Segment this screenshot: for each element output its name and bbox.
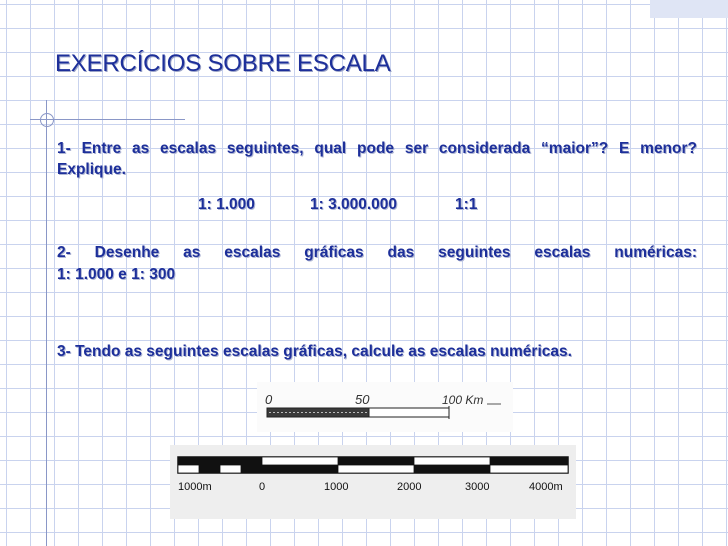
scale-2-label-1000m: 1000m bbox=[178, 481, 212, 493]
decorative-vertical-line bbox=[46, 100, 47, 546]
scale-option-2: 1: 3.000.000 bbox=[310, 196, 398, 213]
question-2-line-2: 1: 1.000 e 1: 300 bbox=[57, 266, 176, 283]
scale-option-1: 1: 1.000 bbox=[198, 196, 255, 213]
scale-2-seg-2-bottom bbox=[338, 465, 414, 473]
question-2-line-1: 2- Desenhe as escalas gráficas das seguintes escalas numéricas: bbox=[57, 244, 697, 261]
scale-2-seg-4-bottom bbox=[490, 465, 568, 473]
corner-decoration bbox=[650, 0, 728, 18]
scale-1-label-50: 50 bbox=[355, 392, 370, 407]
scale-2-seg-3-bottom bbox=[414, 465, 490, 473]
graphic-scale-bar-2 bbox=[170, 445, 576, 519]
question-1-text: 1- Entre as escalas seguintes, qual pode ser considerada “maior”? E menor? Explique. bbox=[57, 140, 697, 178]
scale-2-left-bottom-4 bbox=[241, 465, 262, 473]
graphic-scale-bar-1 bbox=[257, 382, 513, 432]
scale-1-label-0: 0 bbox=[265, 392, 273, 407]
scale-2-seg-1-bottom bbox=[262, 465, 338, 473]
question-3-text: 3- Tendo as seguintes escalas gráficas, calcule as escalas numéricas. bbox=[57, 343, 572, 360]
slide-title: EXERCÍCIOS SOBRE ESCALA bbox=[55, 50, 391, 77]
scale-2-left-bottom-1 bbox=[178, 465, 199, 473]
scale-2-label-2000: 2000 bbox=[397, 481, 422, 493]
scale-2-label-4000m: 4000m bbox=[529, 481, 563, 493]
scale-2-seg-4-top bbox=[490, 457, 568, 465]
scale-2-seg-2-top bbox=[338, 457, 414, 465]
scale-1-label-100: 100 Km bbox=[442, 393, 484, 407]
scale-2-seg-3-top bbox=[414, 457, 490, 465]
scale-2-left-bottom-3 bbox=[220, 465, 241, 473]
scale-2-left-top bbox=[178, 457, 262, 465]
scale-2-label-0: 0 bbox=[259, 481, 266, 493]
scale-2-label-1000: 1000 bbox=[324, 481, 349, 493]
scale-2-label-3000: 3000 bbox=[465, 481, 490, 493]
question-2 bbox=[57, 242, 697, 286]
decorative-circle bbox=[40, 113, 54, 127]
scale-2-left-bottom-2 bbox=[199, 465, 220, 473]
scale-1-segment-white bbox=[369, 408, 449, 417]
scale-option-3: 1:1 bbox=[455, 196, 478, 213]
scale-2-seg-1-top bbox=[262, 457, 338, 465]
